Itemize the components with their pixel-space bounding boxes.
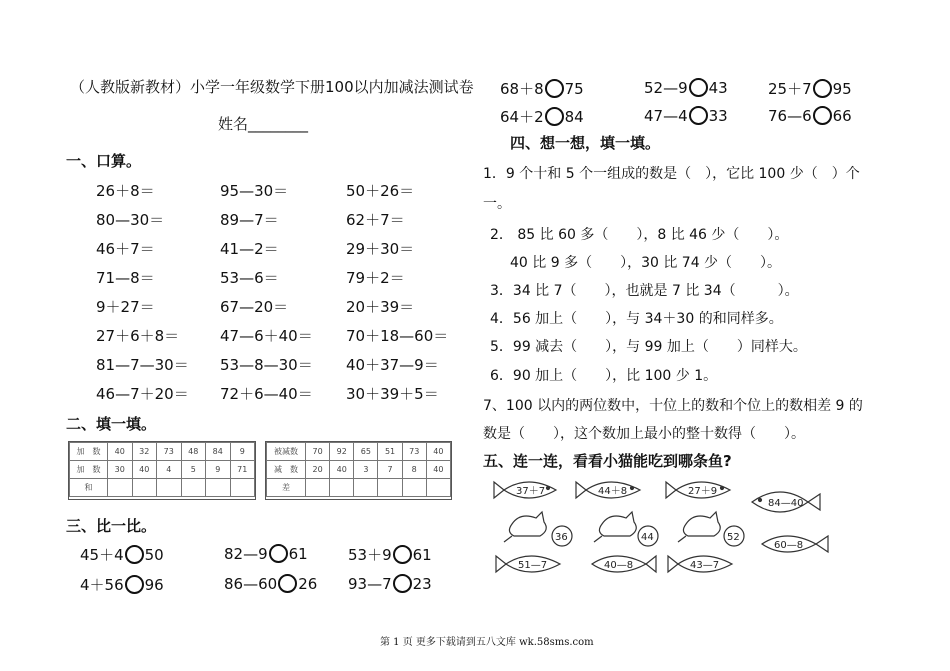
comparison-circle-blank[interactable] [813, 106, 832, 125]
table-cell: 3 [354, 461, 378, 479]
cat-number: 44 [641, 532, 654, 543]
mental-arithmetic-item: 62＋7＝ [346, 211, 405, 229]
row-label: 加 数 [70, 461, 108, 479]
left-expression: 47—4 [644, 107, 688, 125]
table-cell: 84 [206, 443, 231, 461]
question-line: 数是（ ），这个数加上最小的整十数得（ ）。 [483, 426, 805, 442]
right-number: 75 [564, 80, 584, 98]
left-expression: 86—60 [224, 575, 278, 593]
comparison-item [348, 574, 432, 593]
fish-label: 84—40 [768, 498, 804, 509]
fish-label: 60—8 [774, 540, 804, 551]
answer-cell[interactable] [206, 479, 231, 497]
table-row [70, 443, 255, 461]
table-cell: 7 [378, 461, 402, 479]
mental-arithmetic-item: 46—7＋20＝ [96, 385, 189, 403]
addition-table [69, 442, 255, 497]
comparison-circle-blank[interactable] [393, 545, 412, 564]
question-line: 一。 [483, 196, 511, 212]
mental-arithmetic-item: 53—8—30＝ [220, 356, 313, 374]
table-cell: 51 [378, 443, 402, 461]
right-number: 66 [832, 107, 852, 125]
question-line: 3．34 比 7（ ），也就是 7 比 34（ ）。 [490, 283, 799, 299]
question-line: 1．9 个十和 5 个一组成的数是（ ），它比 100 少（ ）个 [483, 166, 860, 182]
mental-arithmetic-item: 79＋2＝ [346, 269, 405, 287]
answer-cell[interactable] [230, 479, 255, 497]
left-expression: 45＋4 [80, 546, 124, 564]
comparison-item [224, 544, 308, 563]
comparison-item [80, 544, 164, 565]
comparison-circle-blank[interactable] [269, 544, 288, 563]
fish-label: 27＋9 [688, 486, 718, 497]
comparison-item [768, 78, 852, 99]
right-number: 96 [144, 576, 164, 594]
table-row [267, 443, 451, 461]
comparison-circle-blank[interactable] [545, 107, 564, 126]
table-cell: 4 [157, 461, 182, 479]
left-expression: 82—9 [224, 545, 268, 563]
answer-cell[interactable] [181, 479, 206, 497]
answer-cell[interactable] [378, 479, 402, 497]
fish-label: 44＋8 [598, 486, 628, 497]
right-number: 84 [564, 108, 584, 126]
addition-table-frame [68, 441, 256, 500]
right-number: 61 [288, 545, 308, 563]
table-row [70, 461, 255, 479]
table-cell: 73 [402, 443, 426, 461]
comparison-item [80, 574, 164, 595]
answer-cell[interactable] [132, 479, 157, 497]
answer-cell[interactable] [108, 479, 133, 497]
table-row [267, 461, 451, 479]
row-label: 和 [70, 479, 108, 497]
left-expression: 76—6 [768, 107, 812, 125]
mental-arithmetic-item: 27＋6＋8＝ [96, 327, 180, 345]
mental-arithmetic-item: 20＋39＝ [346, 298, 415, 316]
comparison-circle-blank[interactable] [689, 106, 708, 125]
table-cell: 73 [157, 443, 182, 461]
mental-arithmetic-item: 70＋18—60＝ [346, 327, 449, 345]
table-cell: 92 [330, 443, 354, 461]
table-cell: 8 [402, 461, 426, 479]
section1-heading: 一、口算。 [66, 152, 142, 170]
left-expression: 93—7 [348, 575, 392, 593]
cat-icon[interactable] [504, 512, 546, 542]
comparison-item [500, 78, 584, 99]
answer-cell[interactable] [306, 479, 330, 497]
right-number: 61 [412, 546, 432, 564]
cat-icon[interactable] [594, 512, 636, 542]
mental-arithmetic-item: 41—2＝ [220, 240, 279, 258]
right-number: 50 [144, 546, 164, 564]
right-number: 43 [708, 79, 728, 97]
subtraction-table-frame [265, 441, 452, 500]
answer-cell[interactable] [402, 479, 426, 497]
comparison-item [644, 106, 728, 125]
row-label: 减 数 [267, 461, 306, 479]
mental-arithmetic-item: 30＋39＋5＝ [346, 385, 439, 403]
row-label: 被减数 [267, 443, 306, 461]
question-line: 4．56 加上（ ），与 34＋30 的和同样多。 [490, 311, 783, 327]
comparison-circle-blank[interactable] [813, 79, 832, 98]
subtraction-table [266, 442, 451, 497]
comparison-circle-blank[interactable] [545, 79, 564, 98]
fish-label: 51—7 [518, 560, 548, 571]
answer-cell[interactable] [157, 479, 182, 497]
left-expression: 25＋7 [768, 80, 812, 98]
comparison-circle-blank[interactable] [278, 574, 297, 593]
row-label: 加 数 [70, 443, 108, 461]
table-row [70, 479, 255, 497]
comparison-circle-blank[interactable] [125, 575, 144, 594]
section2-heading: 二、填一填。 [66, 415, 157, 433]
mental-arithmetic-item: 71—8＝ [96, 269, 155, 287]
table-row [267, 479, 451, 497]
table-cell: 40 [132, 461, 157, 479]
table-cell: 48 [181, 443, 206, 461]
mental-arithmetic-item: 72＋6—40＝ [220, 385, 313, 403]
right-number: 26 [298, 575, 318, 593]
left-expression: 53＋9 [348, 546, 392, 564]
page-title: （人教版新教材）小学一年级数学下册100以内加减法测试卷 [70, 78, 474, 96]
mental-arithmetic-item: 46＋7＝ [96, 240, 155, 258]
mental-arithmetic-item: 67—20＝ [220, 298, 289, 316]
question-line: 6．90 加上（ ），比 100 少 1。 [490, 368, 718, 384]
comparison-item [644, 78, 728, 97]
left-expression: 52—9 [644, 79, 688, 97]
left-expression: 64＋2 [500, 108, 544, 126]
mental-arithmetic-item: 26＋8＝ [96, 182, 155, 200]
table-cell: 9 [230, 443, 255, 461]
mental-arithmetic-item: 95—30＝ [220, 182, 289, 200]
left-expression: 68＋8 [500, 80, 544, 98]
fish-label: 43—7 [690, 560, 720, 571]
section3-heading: 三、比一比。 [66, 517, 157, 535]
comparison-item [768, 106, 852, 125]
mental-arithmetic-item: 9＋27＝ [96, 298, 155, 316]
table-cell: 32 [132, 443, 157, 461]
cat-fish-illustration [490, 472, 845, 584]
question-line: 40 比 9 多（ ），30 比 74 少（ ）。 [510, 255, 782, 271]
answer-cell[interactable] [426, 479, 450, 497]
comparison-item [348, 544, 432, 565]
table-cell: 40 [330, 461, 354, 479]
comparison-circle-blank[interactable] [689, 78, 708, 97]
section4-heading: 四、想一想，填一填。 [510, 134, 661, 152]
comparison-item [500, 106, 584, 127]
cat-number: 36 [555, 532, 568, 543]
comparison-circle-blank[interactable] [125, 545, 144, 564]
mental-arithmetic-item: 40＋37—9＝ [346, 356, 439, 374]
table-cell: 40 [426, 443, 450, 461]
question-line: 7、100 以内的两位数中，十位上的数和个位上的数相差 9 的 [483, 398, 863, 414]
mental-arithmetic-item: 81—7—30＝ [96, 356, 189, 374]
table-cell: 40 [426, 461, 450, 479]
question-line: 2． 85 比 60 多（ ），8 比 46 少（ ）。 [490, 227, 789, 243]
cat-icon[interactable] [678, 512, 720, 542]
mental-arithmetic-item: 80—30＝ [96, 211, 165, 229]
question-line: 5．99 减去（ ），与 99 加上（ ）同样大。 [490, 339, 807, 355]
fish-label: 37＋7 [516, 486, 546, 497]
page-footer: 第 1 页 更多下载请到五八文库 wk.58sms.com [380, 637, 594, 648]
row-label: 差 [267, 479, 306, 497]
right-number: 23 [412, 575, 432, 593]
section5-heading: 五、连一连，看看小猫能吃到哪条鱼? [483, 452, 732, 470]
table-cell: 65 [354, 443, 378, 461]
answer-cell[interactable] [330, 479, 354, 497]
mental-arithmetic-item: 47—6＋40＝ [220, 327, 313, 345]
left-expression: 4＋56 [80, 576, 124, 594]
table-cell: 9 [206, 461, 231, 479]
table-cell: 5 [181, 461, 206, 479]
table-cell: 40 [108, 443, 133, 461]
table-cell: 71 [230, 461, 255, 479]
right-number: 33 [708, 107, 728, 125]
mental-arithmetic-item: 53—6＝ [220, 269, 279, 287]
comparison-item [224, 574, 317, 593]
mental-arithmetic-item: 29＋30＝ [346, 240, 415, 258]
table-cell: 30 [108, 461, 133, 479]
mental-arithmetic-item: 50＋26＝ [346, 182, 415, 200]
fish-label: 40—8 [604, 560, 634, 571]
name-line: 姓名________ [218, 115, 309, 133]
cat-number: 52 [727, 532, 740, 543]
table-cell: 70 [306, 443, 330, 461]
table-cell: 20 [306, 461, 330, 479]
right-number: 95 [832, 80, 852, 98]
comparison-circle-blank[interactable] [393, 574, 412, 593]
answer-cell[interactable] [354, 479, 378, 497]
mental-arithmetic-item: 89—7＝ [220, 211, 279, 229]
